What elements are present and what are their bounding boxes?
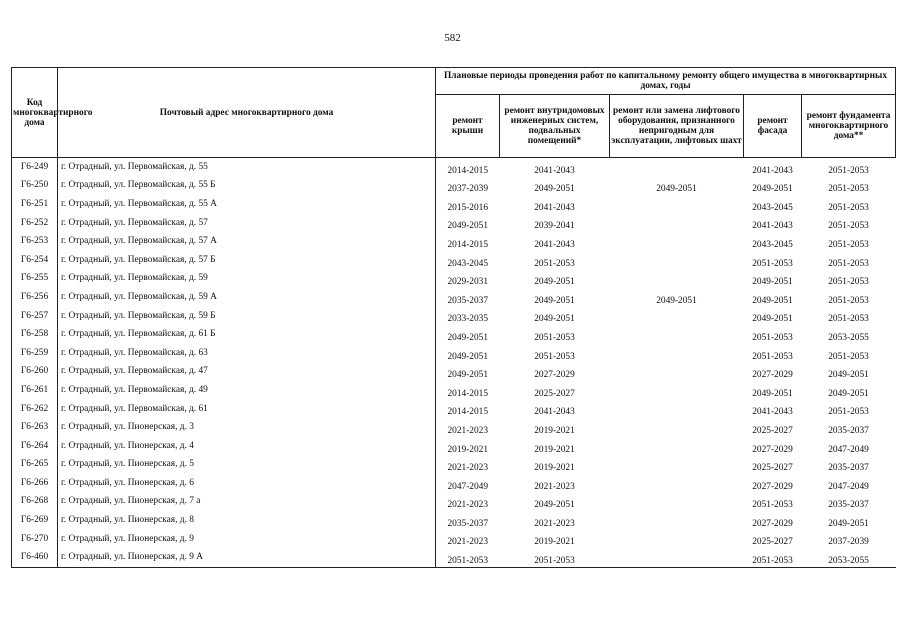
cell-foundation: 2051-2053: [828, 351, 869, 362]
cell-facade: 2025-2027: [752, 537, 793, 548]
cell-engineering: 2049-2051: [534, 295, 575, 306]
cell-address: г. Отрадный, ул. Первомайская, д. 63: [58, 344, 436, 363]
table-row: [12, 158, 896, 177]
table-row: [12, 418, 896, 437]
cell-code: Г6-260: [12, 363, 58, 382]
header-engineering: ремонт внутридомовых инженерных систем, подвальных помещений*: [500, 95, 610, 158]
cell-roof: 2014-2015: [447, 407, 489, 418]
cell-elevator: [610, 232, 744, 251]
table-row: [12, 474, 896, 493]
cell-elevator: [610, 400, 744, 419]
cell-address: г. Отрадный, ул. Пионерская, д. 9: [58, 530, 436, 549]
cell-code: Г6-250: [12, 177, 58, 196]
cell-roof: 2051-2053: [436, 548, 500, 567]
cell-foundation: 2049-2051: [828, 518, 869, 529]
cell-address: г. Отрадный, ул. Пионерская, д. 3: [58, 418, 436, 437]
cell-roof: 2014-2015: [447, 388, 489, 399]
cell-facade: 2049-2051: [752, 277, 793, 288]
cell-code: Г6-460: [12, 548, 58, 567]
cell-facade: 2025-2027: [752, 425, 793, 436]
cell-address: г. Отрадный, ул. Первомайская, д. 47: [58, 363, 436, 382]
cell-elevator: [610, 214, 744, 233]
table-header: [12, 68, 896, 158]
cell-foundation: 2051-2053: [828, 165, 869, 176]
table-row: [12, 177, 896, 196]
table-body: [12, 158, 896, 568]
cell-facade: 2027-2029: [752, 481, 793, 492]
table-row: [12, 288, 896, 307]
cell-facade: 2041-2043: [752, 221, 793, 232]
cell-code: Г6-253: [12, 232, 58, 251]
cell-roof: 2021-2023: [447, 500, 489, 511]
table-row: [12, 548, 896, 567]
cell-foundation: 2037-2039: [828, 537, 869, 548]
cell-address: г. Отрадный, ул. Пионерская, д. 5: [58, 456, 436, 475]
cell-facade: 2051-2053: [744, 548, 802, 567]
cell-code: Г6-255: [12, 270, 58, 289]
cell-address: г. Отрадный, ул. Первомайская, д. 61: [58, 400, 436, 419]
cell-facade: 2051-2053: [752, 332, 793, 343]
cell-engineering: 2051-2053: [534, 332, 575, 343]
cell-facade: 2049-2051: [752, 314, 793, 325]
cell-facade: 2049-2051: [752, 184, 793, 195]
header-roof: ремонт крыши: [436, 95, 500, 158]
cell-engineering: 2021-2023: [534, 518, 575, 529]
cell-elevator: [610, 195, 744, 214]
table-row: [12, 232, 896, 251]
table-row: [12, 530, 896, 549]
cell-foundation: 2047-2049: [828, 444, 869, 455]
cell-facade: 2049-2051: [752, 388, 793, 399]
cell-address: г. Отрадный, ул. Первомайская, д. 49: [58, 381, 436, 400]
cell-foundation: 2051-2053: [828, 277, 869, 288]
cell-roof: 2014-2015: [447, 165, 489, 176]
cell-code: Г6-251: [12, 195, 58, 214]
cell-foundation: 2051-2053: [828, 239, 869, 250]
cell-code: Г6-254: [12, 251, 58, 270]
cell-address: г. Отрадный, ул. Пионерская, д. 4: [58, 437, 436, 456]
cell-elevator: [610, 363, 744, 382]
cell-address: г. Отрадный, ул. Первомайская, д. 59 Б: [58, 307, 436, 326]
table-row: [12, 344, 896, 363]
cell-foundation: 2051-2053: [828, 314, 869, 325]
cell-elevator: [610, 456, 744, 475]
cell-foundation: 2051-2053: [828, 407, 869, 418]
cell-roof: 2047-2049: [447, 481, 489, 492]
cell-foundation: 2053-2055: [828, 332, 869, 343]
cell-roof: 2035-2037: [447, 295, 489, 306]
cell-engineering: 2019-2021: [534, 463, 575, 474]
cell-engineering: 2021-2023: [534, 481, 575, 492]
cell-code: Г6-258: [12, 325, 58, 344]
cell-engineering: 2019-2021: [534, 537, 575, 548]
cell-code: Г6-252: [12, 214, 58, 233]
cell-engineering: 2027-2029: [534, 370, 575, 381]
table-row: [12, 400, 896, 419]
cell-roof: 2049-2051: [447, 332, 489, 343]
cell-address: г. Отрадный, ул. Пионерская, д. 6: [58, 474, 436, 493]
cell-address: г. Отрадный, ул. Первомайская, д. 59 А: [58, 288, 436, 307]
cell-address: г. Отрадный, ул. Первомайская, д. 57 Б: [58, 251, 436, 270]
cell-facade: 2027-2029: [752, 518, 793, 529]
cell-foundation: 2051-2053: [828, 202, 869, 213]
table-row: [12, 363, 896, 382]
cell-roof: 2049-2051: [447, 351, 489, 362]
cell-elevator: [610, 437, 744, 456]
cell-engineering: 2041-2043: [534, 165, 575, 176]
cell-roof: 2021-2023: [447, 425, 489, 436]
table-row: [12, 325, 896, 344]
header-foundation: ремонт фундамента многоквартирного дома**: [802, 95, 896, 158]
cell-roof: 2035-2037: [447, 518, 489, 529]
table-row: [12, 456, 896, 475]
cell-foundation: 2035-2037: [828, 500, 869, 511]
cell-code: Г6-263: [12, 418, 58, 437]
cell-roof: 2021-2023: [447, 537, 489, 548]
cell-foundation: 2051-2053: [828, 258, 869, 269]
table-row: [12, 270, 896, 289]
table-row: [12, 381, 896, 400]
cell-engineering: 2049-2051: [534, 314, 575, 325]
cell-roof: 2021-2023: [447, 463, 489, 474]
cell-engineering: 2049-2051: [534, 184, 575, 195]
cell-elevator: [610, 548, 744, 567]
table-row: [12, 214, 896, 233]
cell-code: Г6-249: [12, 158, 58, 177]
cell-address: г. Отрадный, ул. Пионерская, д. 9 А: [58, 548, 436, 567]
cell-roof: 2015-2016: [447, 202, 489, 213]
cell-roof: 2014-2015: [447, 239, 489, 250]
cell-roof: 2049-2051: [447, 370, 489, 381]
header-periods: Плановые периоды проведения работ по капитальному ремонту общего имущества в многоквартирных домах, годы: [436, 68, 896, 95]
cell-facade: 2051-2053: [752, 500, 793, 511]
cell-foundation: 2051-2053: [828, 221, 869, 232]
cell-facade: 2025-2027: [752, 463, 793, 474]
cell-facade: 2041-2043: [752, 407, 793, 418]
cell-code: Г6-257: [12, 307, 58, 326]
cell-address: г. Отрадный, ул. Пионерская, д. 8: [58, 511, 436, 530]
cell-engineering: 2041-2043: [534, 407, 575, 418]
cell-facade: 2041-2043: [752, 165, 793, 176]
cell-code: Г6-269: [12, 511, 58, 530]
cell-code: Г6-268: [12, 493, 58, 512]
repair-schedule-table: [11, 67, 896, 568]
cell-elevator: [610, 325, 744, 344]
cell-elevator: [610, 474, 744, 493]
cell-elevator: [610, 307, 744, 326]
cell-address: г. Отрадный, ул. Первомайская, д. 61 Б: [58, 325, 436, 344]
cell-engineering: 2051-2053: [500, 548, 610, 567]
cell-address: г. Отрадный, ул. Первомайская, д. 57 А: [58, 232, 436, 251]
cell-engineering: 2025-2027: [534, 388, 575, 399]
cell-engineering: 2019-2021: [534, 425, 575, 436]
table-row: [12, 511, 896, 530]
cell-facade: 2043-2045: [752, 202, 793, 213]
table-row: [12, 251, 896, 270]
cell-elevator: [610, 158, 744, 177]
header-address: Почтовый адрес многоквартирного дома: [58, 68, 436, 158]
cell-elevator: 2049-2051: [656, 184, 697, 195]
cell-roof: 2029-2031: [447, 277, 489, 288]
cell-elevator: [610, 381, 744, 400]
cell-engineering: 2051-2053: [534, 351, 575, 362]
cell-code: Г6-264: [12, 437, 58, 456]
cell-elevator: [610, 511, 744, 530]
cell-code: Г6-259: [12, 344, 58, 363]
cell-elevator: [610, 530, 744, 549]
cell-foundation: 2053-2055: [802, 548, 896, 567]
cell-elevator: 2049-2051: [656, 295, 697, 306]
cell-roof: 2043-2045: [447, 258, 489, 269]
cell-engineering: 2051-2053: [534, 258, 575, 269]
table-row: [12, 195, 896, 214]
cell-facade: 2051-2053: [752, 351, 793, 362]
cell-roof: 2037-2039: [447, 184, 489, 195]
cell-foundation: 2047-2049: [828, 481, 869, 492]
cell-foundation: 2049-2051: [828, 370, 869, 381]
cell-engineering: 2049-2051: [534, 500, 575, 511]
cell-address: г. Отрадный, ул. Первомайская, д. 55 А: [58, 195, 436, 214]
page-number: 582: [444, 32, 461, 44]
cell-roof: 2033-2035: [447, 314, 489, 325]
cell-facade: 2051-2053: [752, 258, 793, 269]
header-facade: ремонт фасада: [744, 95, 802, 158]
cell-facade: 2027-2029: [752, 370, 793, 381]
cell-elevator: [610, 270, 744, 289]
cell-foundation: 2035-2037: [828, 425, 869, 436]
cell-code: Г6-266: [12, 474, 58, 493]
cell-address: г. Отрадный, ул. Первомайская, д. 59: [58, 270, 436, 289]
cell-facade: 2043-2045: [752, 239, 793, 250]
cell-foundation: 2035-2037: [828, 463, 869, 474]
cell-engineering: 2049-2051: [534, 277, 575, 288]
cell-facade: 2049-2051: [752, 295, 793, 306]
cell-code: Г6-270: [12, 530, 58, 549]
table-row: [12, 307, 896, 326]
cell-code: Г6-262: [12, 400, 58, 419]
cell-elevator: [610, 251, 744, 270]
cell-elevator: [610, 493, 744, 512]
cell-engineering: 2019-2021: [534, 444, 575, 455]
cell-address: г. Отрадный, ул. Первомайская, д. 57: [58, 214, 436, 233]
cell-code: Г6-265: [12, 456, 58, 475]
cell-roof: 2019-2021: [447, 444, 489, 455]
cell-foundation: 2049-2051: [828, 388, 869, 399]
table-row: [12, 493, 896, 512]
cell-foundation: 2051-2053: [828, 184, 869, 195]
cell-code: Г6-261: [12, 381, 58, 400]
header-code: Код многоквартирного дома: [12, 68, 58, 158]
cell-address: г. Отрадный, ул. Пионерская, д. 7 а: [58, 493, 436, 512]
cell-elevator: [610, 418, 744, 437]
cell-roof: 2049-2051: [447, 221, 489, 232]
cell-engineering: 2039-2041: [534, 221, 575, 232]
cell-engineering: 2041-2043: [534, 239, 575, 250]
header-elevator: ремонт или замена лифтового оборудования, признанного непригодным для эксплуатации, лифтовых шахт: [610, 95, 744, 158]
cell-code: Г6-256: [12, 288, 58, 307]
cell-engineering: 2041-2043: [534, 202, 575, 213]
cell-foundation: 2051-2053: [828, 295, 869, 306]
table-row: [12, 437, 896, 456]
cell-elevator: [610, 344, 744, 363]
cell-address: г. Отрадный, ул. Первомайская, д. 55: [58, 158, 436, 177]
cell-address: г. Отрадный, ул. Первомайская, д. 55 Б: [58, 177, 436, 196]
cell-facade: 2027-2029: [752, 444, 793, 455]
